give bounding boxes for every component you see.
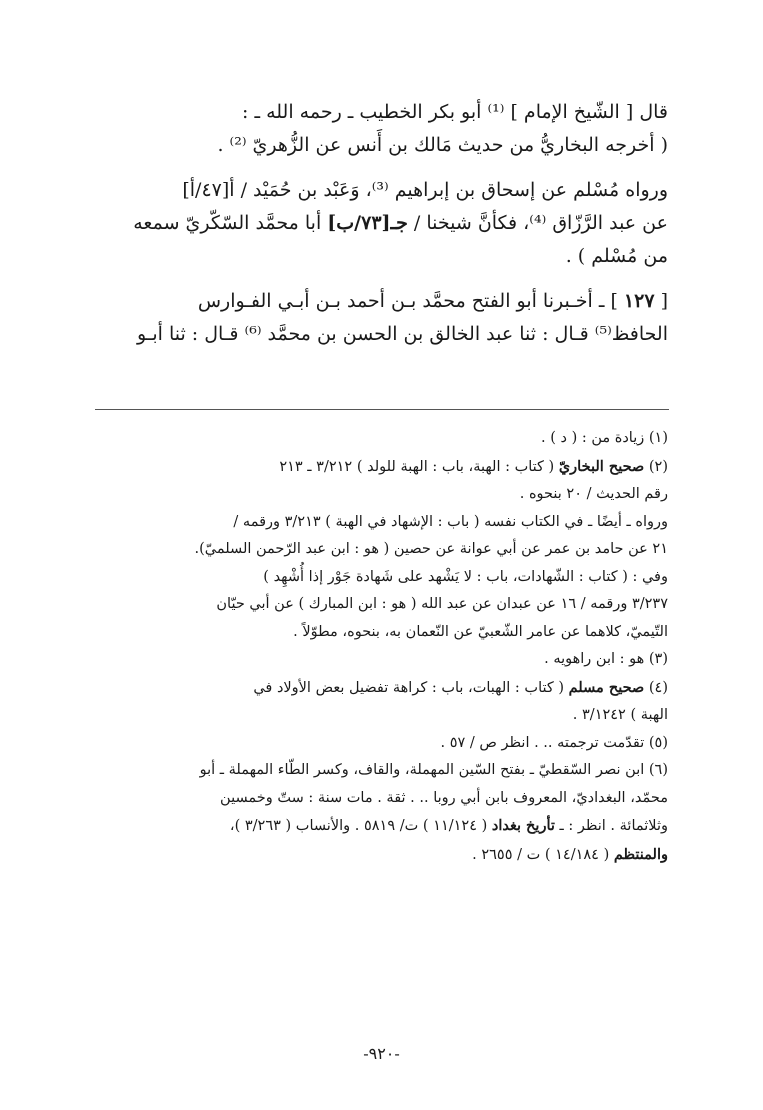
book-title: صحيح مسلم [568,678,645,696]
text-line: من مُسْلم ) . [565,245,668,267]
footnote-line: التّيميّ، كلاهما عن عامر الشّعبيّ عن النّعمان به، بنحوه، مطوّلاً . [293,623,668,640]
text-segment: (٢) [644,458,668,475]
book-title: صحيح البخاريّ [558,457,645,475]
footnote [94,674,668,703]
footnote-line: ورواه ـ أيضًا ـ في الكتاب نفسه ( باب : الإشهاد في الهبة ) ٣/٢١٣ ورقمه / [233,513,668,530]
footnotes [94,425,668,869]
text-line: الحافظ⁽⁵⁾ قـال : ثنا عبد الخالق بن الحسن بن محمَّد ⁽⁶⁾ قـال : ثنا أبـو [136,323,668,345]
footnote-separator [95,409,669,410]
text-segment: ( كتاب : الهبات، باب : كراهة تفضيل بعض الأولاد في [253,679,569,696]
footnote [94,453,668,482]
text-segment: ( ١٤/١٨٤ ) ت / ٢٦٥٥ . [472,846,614,863]
page-number: -٩٢٠- [363,1044,400,1063]
text-segment: ( ١١/١٢٤ ) ت/ ٥٨١٩ . والأنساب ( ٣/٢٦٣ )، [229,818,492,834]
footnote-line [94,841,668,870]
main-text [94,96,668,351]
footnote-line: ٣/٢٣٧ ورقمه / ١٦ عن عبدان عن عبد الله ( هو : ابن المبارك ) عن أبي حيّان [216,596,668,612]
text-line [94,285,668,318]
footnote: (٣) هو : ابن راهويه . [544,651,668,667]
book-title: والمنتظم [613,845,668,863]
text-segment: ( كتاب : الهبة، باب : الهبة للولد ) ٣/٢١٢ ـ ٢١٣ [279,458,559,475]
text-segment: وثلاثمائة . انظر : ـ [554,818,668,834]
narration-number: ١٢٧ [623,290,655,312]
text-segment: ] ـ أخـبرنا أبو الفتح محمَّد بـن أحمد بـن أبـي الفـوارس [197,290,624,312]
text-segment: [ [654,290,668,312]
footnote-line: محمّد، البغداديّ، المعروف بابن أبي روبا .. . ثقة . مات سنة : ستّ وخمسين [220,789,668,806]
footnote-line: رقم الحديث / ٢٠ بنحوه . [519,486,668,502]
text-segment: أبا محمَّد السّكّريّ سمعه [133,212,328,234]
text-line: قال [ الشّيخ الإمام ] ⁽¹⁾ أبو بكر الخطيب ـ رحمه الله ـ : [242,101,668,123]
footnote-line: وفي : ( كتاب : الشّهادات، باب : لا يَشْهد على شَهادة جَوْر إذا أُشْهِد ) [263,568,668,585]
book-title: تأريخ بغداد [491,817,555,834]
text-line: ورواه مُسْلم عن إسحاق بن إبراهيم ⁽³⁾، وَعَبْد بن حُمَيْد / أ[٤٧/أ] [182,179,668,201]
footnote-line: الهبة ) ٣/١٢٤٢ . [572,707,668,723]
text-line [94,207,668,240]
footnote: (١) زيادة من : ( د ) . [541,430,668,446]
text-line: ( أخرجه البخاريُّ من حديث مَالك بن أَنس عن الزُّهريّ ⁽²⁾ . [217,134,668,156]
footnote: (٥) تقدّمت ترجمته .. . انظر ص / ٥٧ . [440,734,668,751]
footnote: (٦) ابن نصر السّقطيّ ـ بفتح السّين المهملة، والقاف، وكسر الطّاء المهملة ـ أبو [199,762,668,778]
footnote-line [94,812,668,841]
text-segment: (٤) [644,679,668,696]
text-segment: عن عبد الرَّزّاق ⁽⁴⁾، فكأنَّ شيخنا / [407,212,668,234]
footnote-line: ٢١ عن حامد بن عمر عن أبي عوانة عن حصين ( هو : ابن عبد الرّحمن السلميّ). [194,541,668,557]
manuscript-reference: جـ[٧٣/ب] [327,212,408,234]
